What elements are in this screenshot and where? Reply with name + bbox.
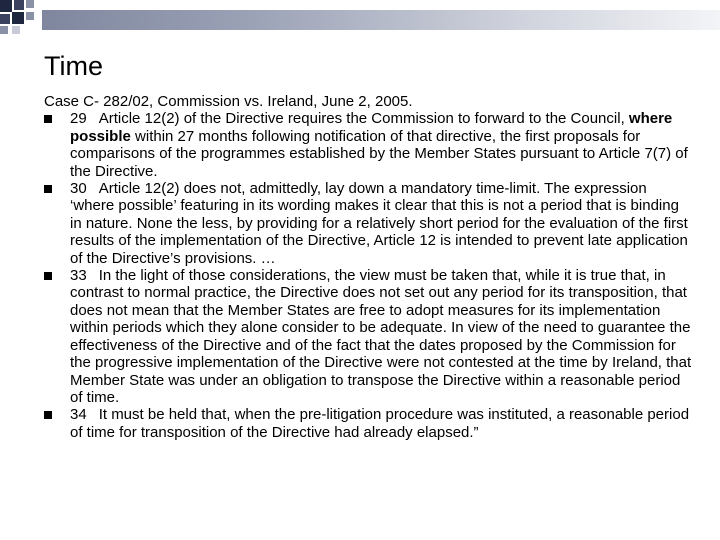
bullet-list bbox=[44, 110, 694, 441]
decorative-squares-icon bbox=[0, 0, 40, 40]
slide-title: Time bbox=[44, 51, 103, 81]
bullet-item-29 bbox=[44, 110, 694, 180]
bullet-item-34 bbox=[44, 406, 694, 441]
paragraph-text: It must be held that, when the pre-litigation procedure was instituted, a reasonable period of time for transposition of the Directive had already elapsed.” bbox=[70, 406, 690, 441]
paragraph-text-continued: within 27 months following notification of that directive, the first proposals for comparisons of the programmes established by the Member States pursuant to Article 7(7) of the Directive. bbox=[70, 127, 688, 180]
square-mark bbox=[0, 0, 12, 12]
paragraph-number: 30 bbox=[70, 180, 87, 198]
header-band bbox=[42, 10, 720, 30]
square-mark bbox=[26, 12, 34, 20]
paragraph-number: 29 bbox=[70, 110, 87, 128]
slide-body bbox=[44, 93, 694, 441]
paragraph-text: Article 12(2) does not, admittedly, lay down a mandatory time-limit. The expression ‘where possible’ featuring in its wording makes it clear that this is not a period that is binding in nature. None the less, by providing for a relatively short period for the evaluation of the first results of the implementation of the Directive, Article 12 is intended to prevent late application of the Directive’s provisions. … bbox=[70, 180, 688, 267]
square-mark bbox=[12, 12, 24, 24]
square-bullet-icon bbox=[44, 272, 52, 280]
square-bullet-icon bbox=[44, 411, 52, 419]
paragraph-number: 34 bbox=[70, 406, 87, 424]
square-mark bbox=[14, 0, 24, 10]
bullet-item-33 bbox=[44, 267, 694, 406]
bullet-item-30 bbox=[44, 180, 694, 267]
paragraph-text: Article 12(2) of the Directive requires the Commission to forward to the Council, bbox=[98, 110, 625, 128]
paragraph-text: In the light of those considerations, the view must be taken that, while it is true that, in contrast to normal practice, the Directive does not set out any period for its transposition, that does not mean that the Member States are free to adopt measures for its implementation within periods which they alone consider to be adequate. In view of the need to guarantee the effectiveness of the Directive and of the fact that the dates proposed by the Commission for the progressive implementation of the Directive were not contested at the time by Ireland, that Member State was under an obligation to transpose the Directive within a reasonable period of time. bbox=[70, 267, 692, 406]
case-citation: Case C- 282/02, Commission vs. Ireland, June 2, 2005. bbox=[44, 93, 413, 110]
square-mark bbox=[0, 14, 10, 24]
square-mark bbox=[0, 26, 8, 34]
emphasized-phrase: where possible bbox=[70, 110, 673, 145]
square-mark bbox=[12, 26, 20, 34]
square-bullet-icon bbox=[44, 115, 52, 123]
square-bullet-icon bbox=[44, 185, 52, 193]
square-mark bbox=[26, 0, 34, 8]
paragraph-number: 33 bbox=[70, 267, 87, 285]
